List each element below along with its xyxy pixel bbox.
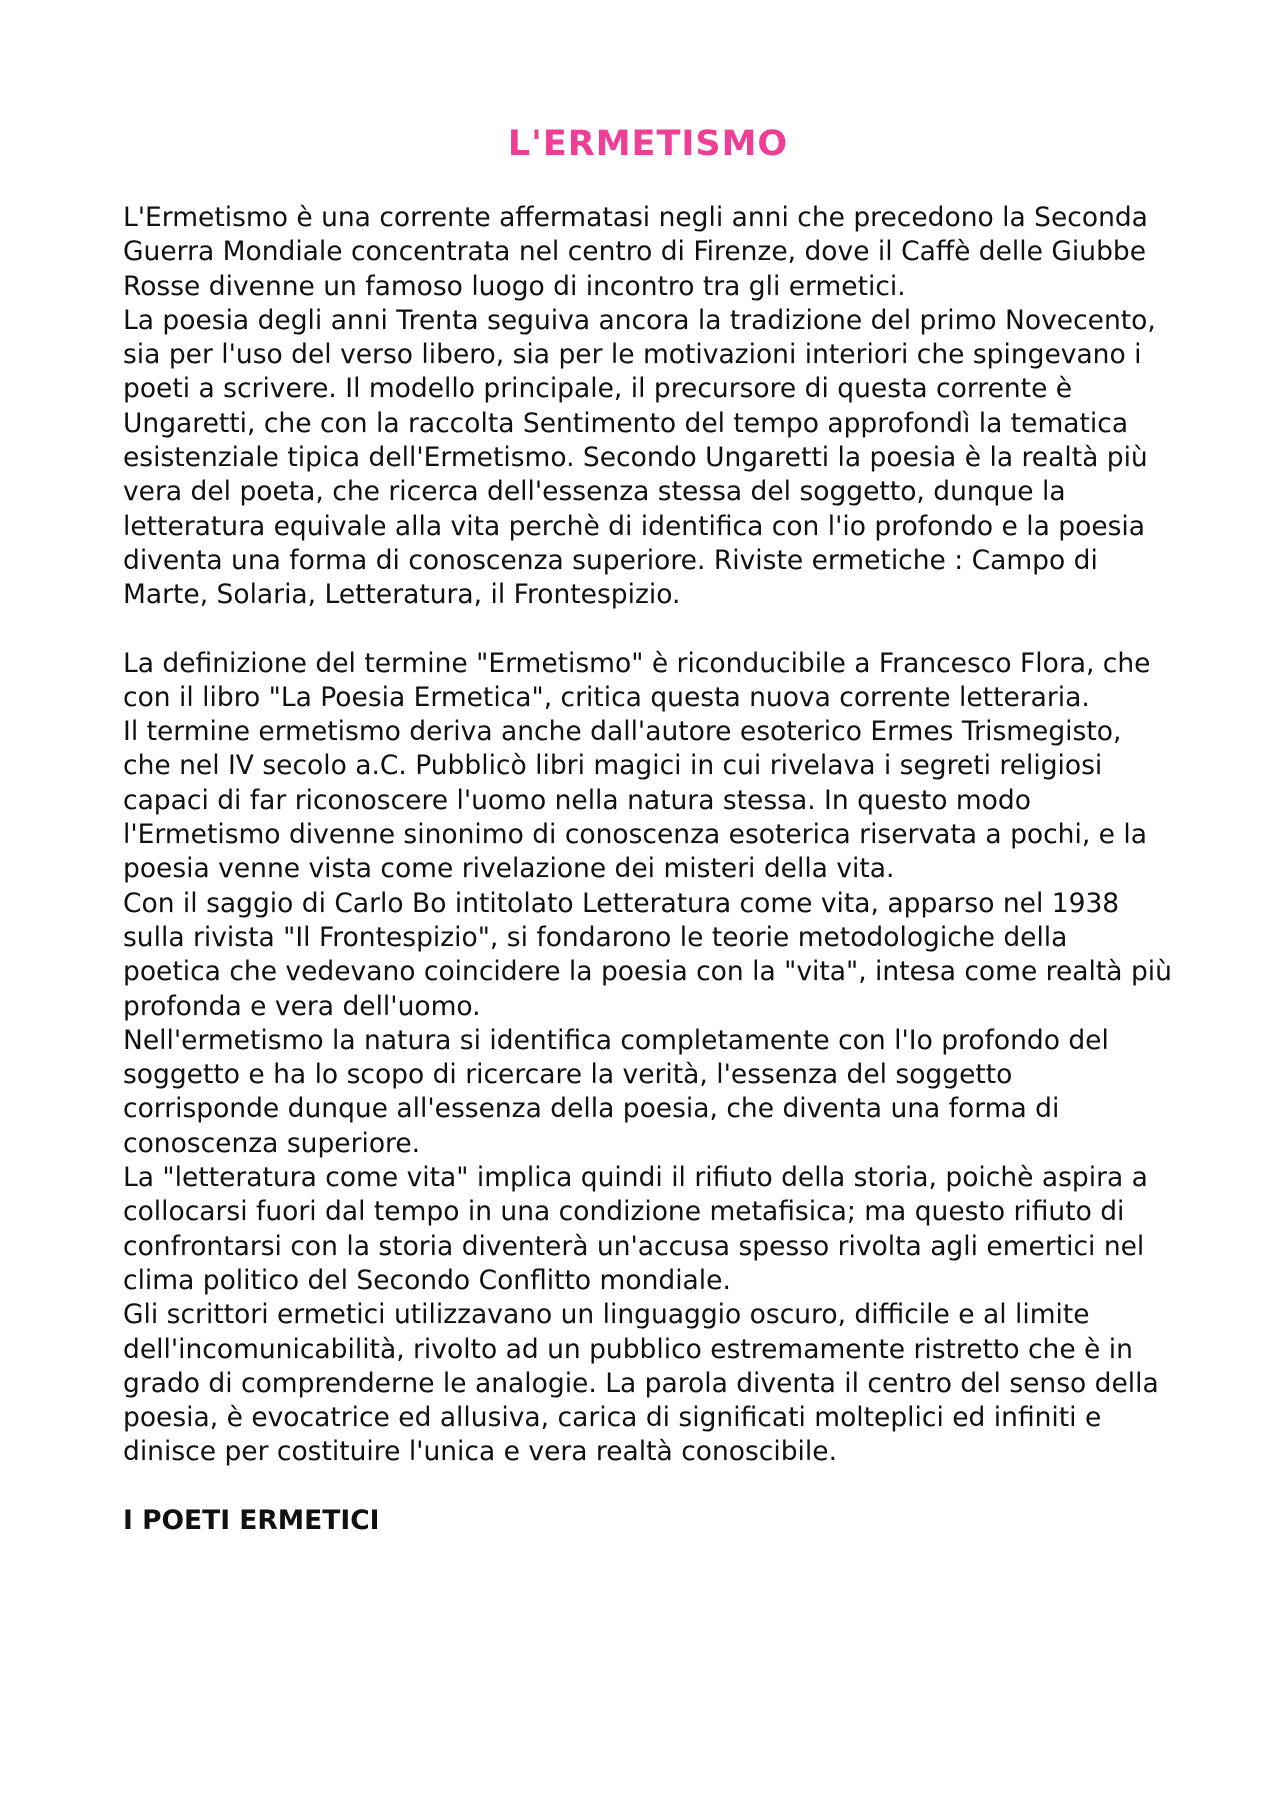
paragraph-etimologia: Il termine ermetismo deriva anche dall'autore esoterico Ermes Trismegisto, che nel IV secolo a.C. Pubblicò libri magici in cui rivelava i segreti religiosi capaci di far riconoscere l'uomo nella natura stessa. In questo modo l'Ermetismo divenne sinonimo di conoscenza esoterica riservata a pochi, e la poesia venne vista come rivelazione dei misteri della vita. <box>123 716 1148 885</box>
paragraph-definizione: La definizione del termine "Ermetismo" è riconducibile a Francesco Flora, che con il libro "La Poesia Ermetica", critica questa nuova corrente letteraria. <box>123 647 1151 713</box>
paragraph-linguaggio: Gli scrittori ermetici utilizzavano un linguaggio oscuro, difficile e al limite dell'incomunicabilità, rivolto ad un pubblico estremamente ristretto che è in grado di comprenderne le analogie. La parola diventa il centro del senso della poesia, è evocatrice ed allusiva, carica di significati molteplici ed infiniti e dinisce per costituire l'unica e vera realtà conoscibile. <box>123 1299 1159 1468</box>
paragraph-gap <box>123 613 1173 647</box>
paragraph-gap <box>123 1470 1173 1504</box>
paragraph-natura: Nell'ermetismo la natura si identifica completamente con l'Io profondo del soggetto e ha lo scopo di ricercare la verità, l'essenza del soggetto corrisponde dunque all'essenza della poesia, che diventa una forma di conoscenza superiore. <box>123 1024 1109 1159</box>
paragraph-carlo-bo: Con il saggio di Carlo Bo intitolato Letteratura come vita, apparso nel 1938 sulla rivista "Il Frontespizio", si fondarono le teorie metodologiche della poetica che vedevano coincidere la poesia con la "vita", intesa come realtà più profonda e vera dell'uomo. <box>123 887 1172 1022</box>
document-page <box>123 118 1173 1538</box>
paragraph-poesia-anni-trenta: La poesia degli anni Trenta seguiva ancora la tradizione del primo Novecento, sia per l'uso del verso libero, sia per le motivazioni interiori che spingevano i poeti a scrivere. Il modello principale, il precursore di questa corrente è Ungaretti, che con la raccolta Sentimento del tempo approfondì la tematica esistenziale tipica dell'Ermetismo. Secondo Ungaretti la poesia è la realtà più vera del poeta, che ricerca dell'essenza stessa del soggetto, dunque la letteratura equivale alla vita perchè di identifica con l'io profondo e la poesia diventa una forma di conoscenza superiore. Riviste ermetiche : Campo di Marte, Solaria, Letteratura, il Frontespizio. <box>123 304 1156 611</box>
paragraph-intro: L'Ermetismo è una corrente affermatasi negli anni che precedono la Seconda Guerra Mondiale concentrata nel centro di Firenze, dove il Caffè delle Giubbe Rosse divenne un famoso luogo di incontro tra gli ermetici. <box>123 202 1148 302</box>
paragraph-letteratura-come-vita: La "letteratura come vita" implica quindi il rifiuto della storia, poichè aspira a collocarsi fuori dal tempo in una condizione metafisica; ma questo rifiuto di confrontarsi con la storia diventerà un'accusa spesso rivolta agli emertici nel clima politico del Secondo Conflitto mondiale. <box>123 1162 1148 1296</box>
section-heading-poeti: I POETI ERMETICI <box>123 1504 380 1536</box>
page-title: L'ERMETISMO <box>507 124 789 164</box>
